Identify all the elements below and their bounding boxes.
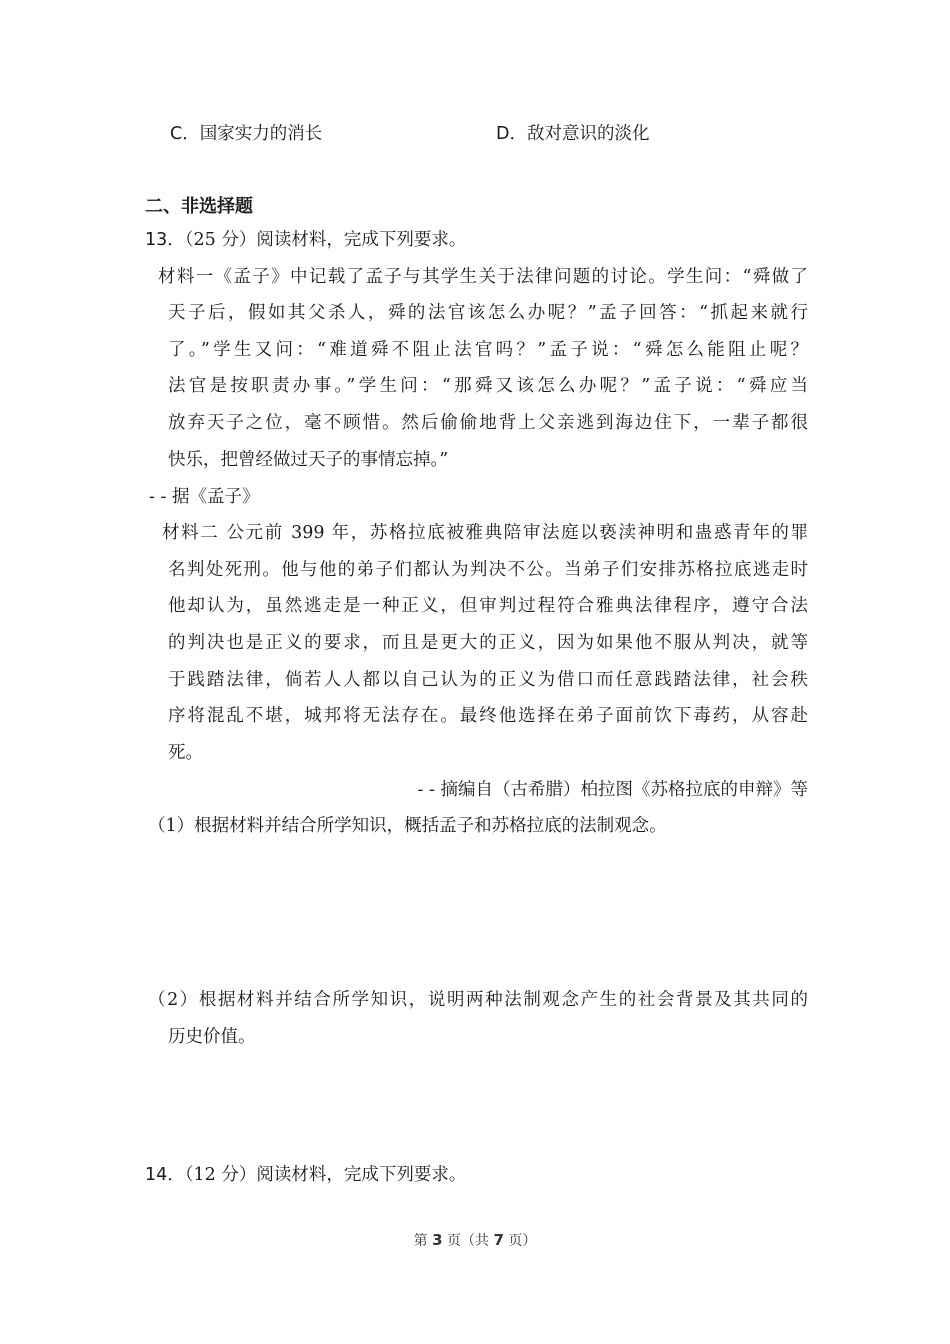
option-c-text: 国家实力的消长 (199, 124, 323, 144)
option-c-letter: C． (170, 124, 200, 144)
material-2-line: 于践踏法律，倘若人人都以自己认为的正义为借口而任意践踏法律，社会秩 (168, 670, 808, 690)
question-14-prompt: 阅读材料，完成下列要求。 (256, 1165, 467, 1185)
option-d (496, 122, 649, 146)
material-1-line: 材料一《孟子》中记载了孟子与其学生关于法律问题的讨论。学生问：“舜做了 (158, 267, 808, 287)
footer-total-pages: 7 (493, 1231, 504, 1249)
material-1-line: 放弃天子之位，毫不顾惜。然后偷偷地背上父亲逃到海边住下，一辈子都很 (168, 413, 808, 433)
section-heading: 二、非选择题 (145, 196, 253, 217)
option-c (170, 122, 322, 146)
material-1-line: 法官是按职责办事。”学生问：“那舜又该怎么办呢？”孟子说：“舜应当 (168, 376, 808, 396)
material-1-source: - - 据《孟子》 (149, 487, 260, 507)
material-2-source: - - 摘编自（古希腊）柏拉图《苏格拉底的申辩》等 (417, 780, 808, 800)
page-footer (0, 1228, 950, 1253)
option-d-text: 敌对意识的淡化 (526, 124, 650, 144)
material-2-line: 名判处死刑。他与他的弟子们都认为判决不公。当弟子们安排苏格拉底逃走时 (168, 560, 808, 580)
question-13-sub-2: （2）根据材料并结合所学知识，说明两种法制观念产生的社会背景及其共同的 (148, 990, 808, 1010)
material-2-line: 序将混乱不堪，城邦将无法存在。最终他选择在弟子面前饮下毒药，从容赴 (168, 706, 808, 726)
material-1-line: 快乐，把曾经做过天子的事情忘掉。” (168, 450, 449, 470)
question-13-number: 13． (145, 230, 185, 250)
question-13-sub-1: （1）根据材料并结合所学知识，概括孟子和苏格拉底的法制观念。 (148, 816, 667, 836)
footer-prefix: 第 (413, 1233, 433, 1249)
material-2-line: 的判决也是正义的要求，而且是更大的正义，因为如果他不服从判决，就等 (168, 633, 808, 653)
question-13-prompt: 阅读材料，完成下列要求。 (256, 230, 467, 250)
footer-middle: 页（共 (442, 1233, 494, 1249)
question-13-header (145, 228, 466, 252)
material-1-line: 了。”学生又问：“难道舜不阻止法官吗？”孟子说：“舜怎么能阻止呢？ (168, 340, 808, 360)
question-13-score: （25 分） (184, 230, 257, 250)
material-2-line: 材料二 公元前 399 年，苏格拉底被雅典陪审法庭以亵渎神明和蛊惑青年的罪 (162, 523, 808, 543)
question-14-score: （12 分） (184, 1165, 257, 1185)
question-14-number: 14． (145, 1165, 185, 1185)
footer-suffix: 页） (503, 1233, 537, 1249)
footer-page-number: 3 (432, 1231, 443, 1249)
material-2-line: 他却认为，虽然逃走是一种正义，但审判过程符合雅典法律程序，遵守合法 (168, 596, 808, 616)
option-d-letter: D． (496, 124, 527, 144)
material-2-line: 死。 (168, 743, 203, 763)
material-1-line: 天子后，假如其父杀人，舜的法官该怎么办呢？”孟子回答：“抓起来就行 (168, 303, 808, 323)
question-14-header (145, 1163, 466, 1187)
question-13-sub-2-cont: 历史价值。 (168, 1027, 256, 1047)
